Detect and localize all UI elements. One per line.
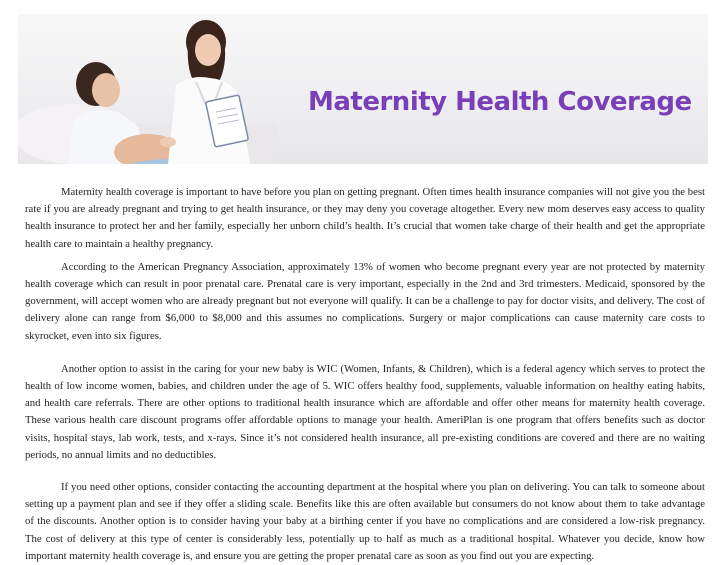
article-body: [25, 184, 705, 565]
header-banner: [18, 14, 708, 164]
paragraph: Maternity health coverage is important to have before you plan on getting pregnant. Often times health insurance companies will not give you the best rate if you are already pregnant and trying to get health insurance, or they may deny you coverage altogether. Every new mom deserves easy access to quality health insurance to protect her and her family, especially her unborn child’s health. It’s crucial that women take charge of their health and get the appropriate health care to maintain a healthy pregnancy.: [25, 186, 705, 250]
paragraph: If you need other options, consider contacting the accounting department at the hospital where you plan on delivering. You can talk to someone about setting up a payment plan and see if they offer a sliding scale. Benefits like this are often available but consumers do not know about them to take advantage of the discounts. Another option is to consider having your baby at a birthing center if you have no complications and are considered a low-risk pregnancy. The cost of delivery at this type of center is considerably less, potentially up to half as much as a traditional hospital. Whatever you decide, know how important maternity health coverage is, and ensure you are getting the proper prenatal care as soon as you find out you are expecting.: [25, 481, 705, 562]
pregnant-woman-with-doctor-illustration: [18, 14, 278, 164]
paragraph: Another option to assist in the caring for your new baby is WIC (Women, Infants, & Children), which is a federal agency which serves to protect the health of low income women, babies, and children under the age of 5. WIC offers healthy food, supplements, valuable information on healthy eating habits, and health care referrals. There are other options to traditional health insurance which are affordable and offer other means for maternity health coverage. These various health care discount programs offer affordable options to manage your health. AmeriPlan is one program that offers benefits such as doctor visits, hospital stays, lab work, tests, and x-rays. Since it’s not considered health insurance, all pre-existing conditions are covered and there are no waiting periods, no annual limits and no deductibles.: [25, 362, 705, 461]
page-title: Maternity Health Coverage: [308, 87, 692, 117]
paragraph: According to the American Pregnancy Association, approximately 13% of women who become pregnant every year are not protected by maternity health coverage which can result in poor prenatal care. Prenatal care is very important, especially in the 2nd and 3rd trimesters. Medicaid, sponsored by the government, will accept women who are already pregnant but not everyone will qualify. It can be a challenge to pay for doctor visits, and delivery. The cost of delivery alone can range from $6,000 to $8,000 and this assumes no complications. Surgery or major complications can cause maternity care costs to skyrocket, even into six figures.: [25, 260, 705, 342]
